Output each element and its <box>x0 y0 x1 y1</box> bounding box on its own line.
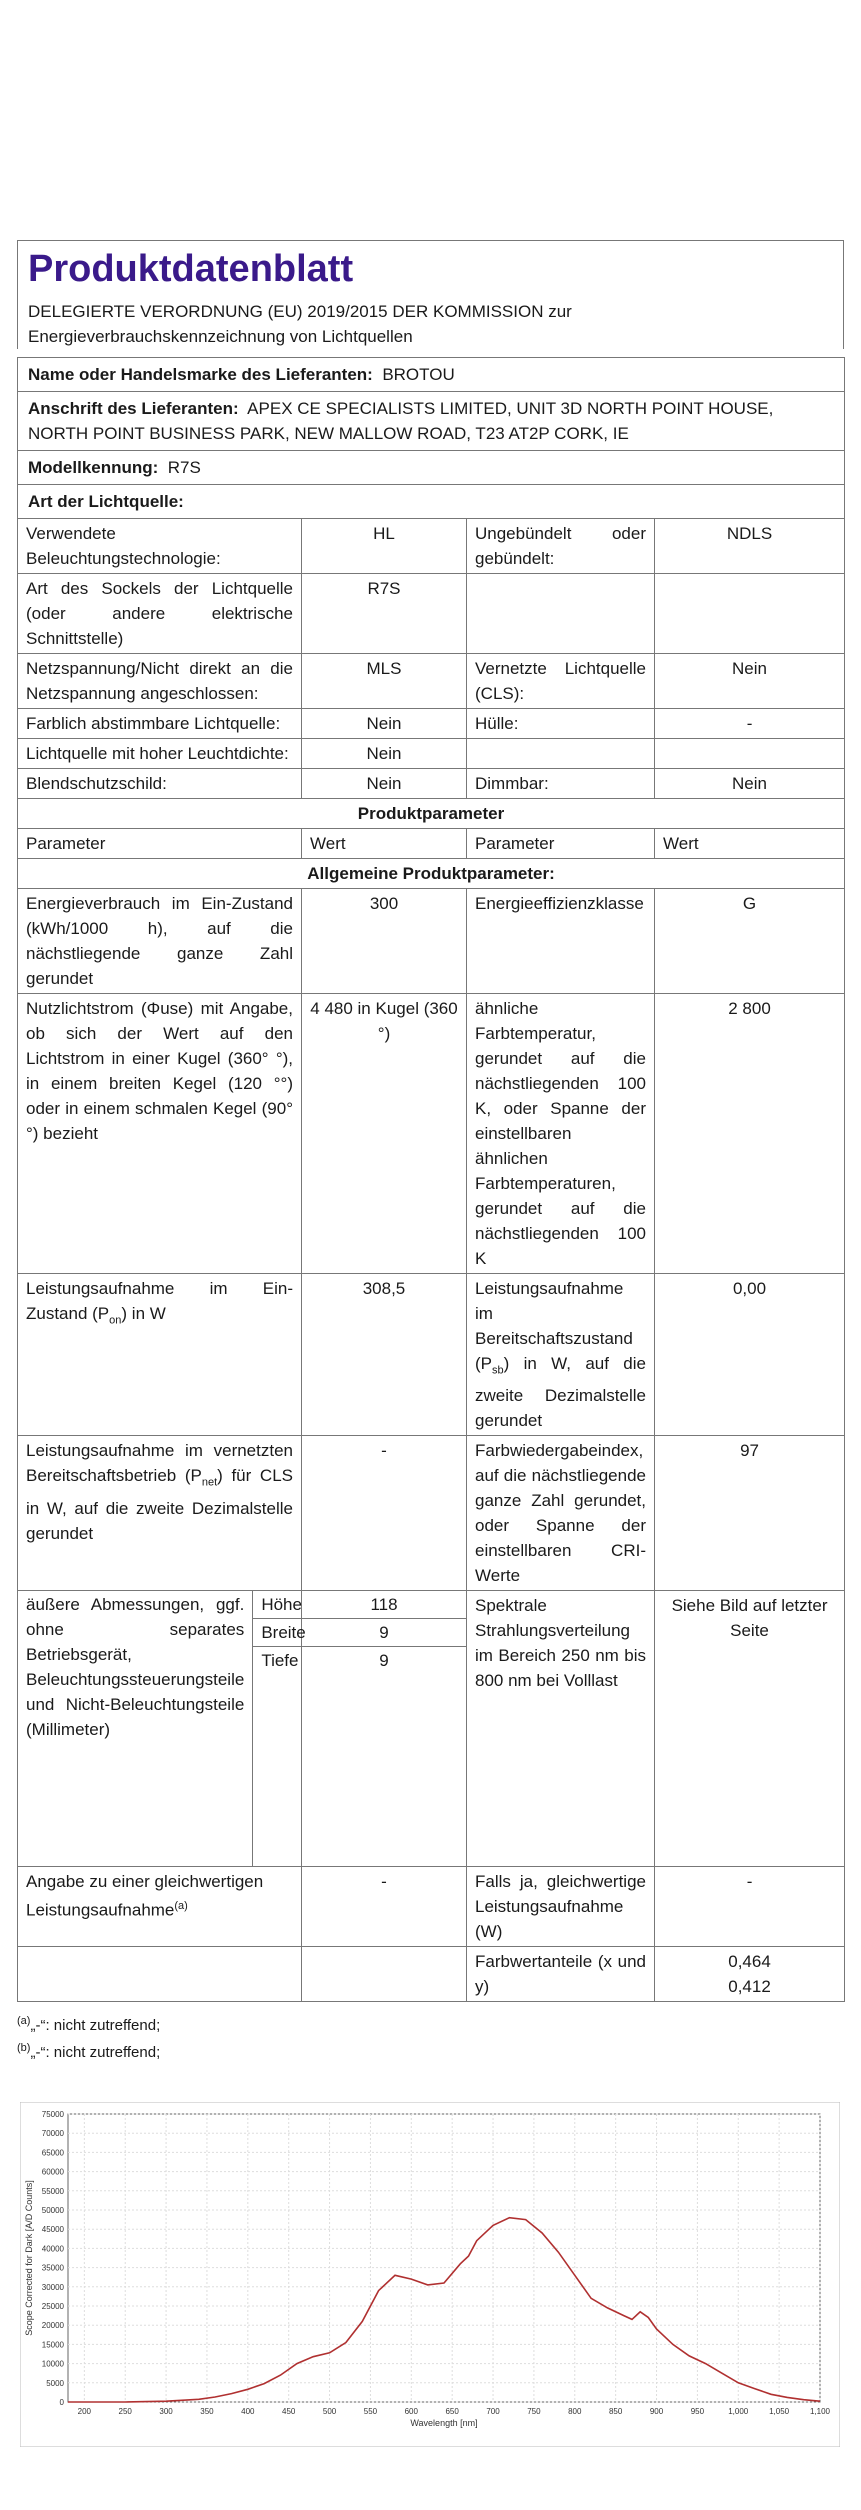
table-row <box>18 739 845 769</box>
value-cell: G <box>655 889 845 994</box>
col-header-value: Wert <box>302 829 467 859</box>
data-table <box>17 357 845 2002</box>
table-row <box>18 1274 845 1436</box>
table-row <box>18 1867 845 1947</box>
regulation-text: DELEGIERTE VERORDNUNG (EU) 2019/2015 DER KOMMISSION zur Energieverbrauchskennzeichnung von Lichtquellen <box>28 302 572 346</box>
supplier-name-row <box>18 358 845 392</box>
x-tick-label: 550 <box>363 2407 378 2416</box>
model-label: Modellkennung: <box>28 458 159 477</box>
x-tick-label: 500 <box>322 2407 337 2416</box>
value-cell: Nein <box>655 769 845 799</box>
param-cell: Spektrale Strahlungsverteilung im Bereich 250 nm bis 800 nm bei Volllast <box>467 1591 655 1867</box>
table-row <box>18 1591 845 1867</box>
value-cell: 0,00 <box>655 1274 845 1436</box>
param-text: ) in W, auf die zweite Dezimalstelle gerundet <box>475 1354 646 1431</box>
page-title: Produktdatenblatt <box>28 248 354 290</box>
general-params-heading: Allgemeine Produktparameter: <box>18 859 845 889</box>
light-type-heading: Art der Lichtquelle: <box>28 492 184 511</box>
x-axis-label: Wavelength [nm] <box>410 2418 478 2428</box>
value-cell: - <box>655 709 845 739</box>
y-tick-label: 30000 <box>41 2282 64 2292</box>
y-tick-label: 40000 <box>41 2244 64 2254</box>
value-cell: - <box>655 1867 845 1947</box>
dimensions-cell <box>18 1591 306 1867</box>
y-tick-label: 10000 <box>41 2359 64 2369</box>
value-cell <box>655 739 845 769</box>
dimensions-values-subtable <box>302 1591 466 1674</box>
value-cell: NDLS <box>655 519 845 574</box>
footnote-mark: (b) <box>17 2042 31 2055</box>
x-tick-label: 1,050 <box>769 2407 790 2416</box>
param-cell <box>18 1867 302 1947</box>
table-row <box>18 519 845 574</box>
y-tick-label: 50000 <box>41 2206 64 2215</box>
depth-value: 9 <box>379 1651 389 1671</box>
model-row <box>18 451 845 485</box>
x-tick-label: 250 <box>118 2407 132 2416</box>
param-cell <box>18 1274 302 1436</box>
footnote <box>17 2037 844 2064</box>
empty-cell <box>302 1947 467 2002</box>
param-cell <box>467 574 655 654</box>
value-cell: 4 480 in Kugel (360 °) <box>302 994 467 1274</box>
chroma-y: 0,412 <box>728 1977 771 1997</box>
x-tick-label: 650 <box>445 2407 459 2416</box>
light-type-heading-row <box>18 485 845 519</box>
x-tick-label: 600 <box>404 2407 418 2416</box>
param-cell: Farbwertanteile (x und y) <box>467 1947 655 2002</box>
value-cell: Nein <box>302 739 467 769</box>
dimensions-label: äußere Abmessungen, ggf. ohne separates Betriebsgerät, Beleuchtungssteuerungsteile und Nicht-Beleuchtungsteile (Millimeter) <box>18 1591 253 1866</box>
param-cell <box>467 1274 655 1436</box>
y-tick-label: 60000 <box>41 2167 64 2177</box>
value-cell: 308,5 <box>302 1274 467 1436</box>
empty-cell <box>18 1947 302 2002</box>
product-params-heading: Produktparameter <box>18 799 845 829</box>
value-cell: 2 800 <box>655 994 845 1274</box>
value-cell: HL <box>302 519 467 574</box>
supplier-name-label: Name oder Handelsmarke des Lieferanten: <box>28 365 373 384</box>
value-cell: R7S <box>302 574 467 654</box>
param-text: ) in W <box>121 1304 166 1323</box>
table-row <box>18 889 845 994</box>
spectrum-chart <box>20 2102 840 2447</box>
x-tick-label: 350 <box>200 2407 214 2416</box>
param-text: Leistungsaufnahme im Ein-Zustand (P <box>26 1279 293 1323</box>
x-tick-label: 850 <box>608 2407 623 2416</box>
y-tick-label: 75000 <box>41 2110 64 2119</box>
col-header-param: Parameter <box>18 829 302 859</box>
param-text: Leistungsaufnahme im vernetzten Bereitschaftsbetrieb (P <box>26 1441 293 1486</box>
value-cell <box>655 574 845 654</box>
dimensions-values-cell <box>302 1591 467 1867</box>
width-label: Breite <box>253 1619 314 1647</box>
width-value: 9 <box>302 1619 466 1647</box>
param-text: Leistungsaufnahme im Bereitschaftszustand (P <box>475 1279 633 1373</box>
param-text: ) für CLS in W, auf die zweite Dezimalstelle gerundet <box>26 1466 293 1543</box>
value-cell: Siehe Bild auf letzter Seite <box>655 1591 845 1867</box>
y-tick-label: 45000 <box>41 2225 64 2235</box>
x-tick-label: 700 <box>486 2407 500 2416</box>
height-value: 118 <box>302 1591 466 1619</box>
param-cell: Farbwiedergabeindex, auf die nächstliegende ganze Zahl gerundet, oder Spanne der einstellbaren CRI-Werte <box>467 1436 655 1591</box>
y-tick-label: 65000 <box>41 2148 64 2158</box>
param-subscript: on <box>109 1314 122 1327</box>
param-cell: Energieverbrauch im Ein-Zustand (kWh/1000 h), auf die nächstliegende ganze Zahl gerundet <box>18 889 302 994</box>
value-cell: - <box>302 1867 467 1947</box>
supplier-address-label: Anschrift des Lieferanten: <box>28 399 239 418</box>
x-tick-label: 200 <box>77 2407 92 2416</box>
y-tick-label: 25000 <box>41 2302 64 2311</box>
dimensions-subtable <box>18 1591 314 1866</box>
param-cell: Netzspannung/Nicht direkt an die Netzspannung angeschlossen: <box>18 654 302 709</box>
param-cell: Dimmbar: <box>467 769 655 799</box>
x-tick-label: 1,000 <box>728 2407 749 2416</box>
param-cell: Hülle: <box>467 709 655 739</box>
spectrum-chart-svg <box>20 2102 840 2447</box>
table-row <box>18 709 845 739</box>
param-cell: Falls ja, gleichwertige Leistungsaufnahme (W) <box>467 1867 655 1947</box>
param-text: Angabe zu einer gleichwertigen Leistungsaufnahme <box>26 1872 264 1921</box>
y-tick-label: 5000 <box>46 2378 64 2388</box>
x-tick-label: 400 <box>241 2407 255 2416</box>
footnotes <box>17 2010 844 2064</box>
param-cell <box>467 739 655 769</box>
x-tick-label: 950 <box>690 2407 705 2416</box>
col-header-value: Wert <box>655 829 845 859</box>
supplier-address-row <box>18 392 845 451</box>
y-tick-label: 20000 <box>41 2321 64 2331</box>
y-tick-label: 55000 <box>41 2186 64 2196</box>
title-block <box>17 240 844 349</box>
x-tick-label: 450 <box>282 2407 296 2416</box>
supplier-address-value: APEX CE SPECIALISTS LIMITED, UNIT 3D NORTH POINT HOUSE, NORTH POINT BUSINESS PARK, NEW MALLOW ROAD, T23 AT2P CORK, IE <box>28 399 774 443</box>
height-label: Höhe <box>253 1591 314 1619</box>
y-tick-label: 15000 <box>41 2340 64 2350</box>
param-cell: Blendschutzschild: <box>18 769 302 799</box>
param-cell: Nutzlichtstrom (Φuse) mit Angabe, ob sich der Wert auf den Lichtstrom in einer Kugel (360° °), in einem breiten Kegel (120 °°) oder in einem schmalen Kegel (90° °) bezieht <box>18 994 302 1274</box>
value-cell: Nein <box>302 769 467 799</box>
x-tick-label: 750 <box>527 2407 541 2416</box>
value-cell: MLS <box>302 654 467 709</box>
value-cell <box>655 1947 845 2002</box>
footnote-text: „-“: nicht zutreffend; <box>30 2017 161 2035</box>
param-cell: Ungebündelt oder gebündelt: <box>467 519 655 574</box>
param-cell: Vernetzte Lichtquelle (CLS): <box>467 654 655 709</box>
value-cell: - <box>302 1436 467 1591</box>
param-cell: Energieeffizienzklasse <box>467 889 655 994</box>
table-row <box>18 654 845 709</box>
y-axis-label: Scope Corrected for Dark [A/D Counts] <box>24 2180 34 2336</box>
table-row <box>18 1947 845 2002</box>
supplier-name-value: BROTOU <box>382 365 455 384</box>
param-cell: ähnliche Farbtemperatur, gerundet auf die nächstliegenden 100 K, oder Spanne der einstellbaren ähnlichen Farbtemperaturen, gerundet auf die nächstliegenden 100 K <box>467 994 655 1274</box>
y-tick-label: 0 <box>59 2398 64 2407</box>
y-tick-label: 70000 <box>41 2129 64 2139</box>
param-cell: Farblich abstimmbare Lichtquelle: <box>18 709 302 739</box>
table-row <box>18 1436 845 1591</box>
y-tick-label: 35000 <box>41 2263 64 2273</box>
param-cell: Lichtquelle mit hoher Leuchtdichte: <box>18 739 302 769</box>
column-header-row <box>18 829 845 859</box>
value-cell: Nein <box>655 654 845 709</box>
value-cell: 97 <box>655 1436 845 1591</box>
table-row <box>18 574 845 654</box>
x-tick-label: 800 <box>568 2407 582 2416</box>
footnote-text: „-“: nicht zutreffend; <box>30 2044 161 2062</box>
model-value: R7S <box>167 458 201 477</box>
col-header-param: Parameter <box>467 829 655 859</box>
param-subscript: net <box>201 1476 218 1489</box>
table-row <box>18 769 845 799</box>
param-cell: Art des Sockels der Lichtquelle (oder andere elektrische Schnittstelle) <box>18 574 302 654</box>
x-tick-label: 900 <box>649 2407 664 2416</box>
footnote <box>17 2010 844 2037</box>
depth-label: Tiefe <box>261 1651 299 1671</box>
value-cell: 300 <box>302 889 467 994</box>
param-cell <box>18 1436 302 1591</box>
x-tick-label: 300 <box>159 2407 173 2416</box>
chroma-x: 0,464 <box>728 1952 771 1972</box>
footnote-mark: (a) <box>17 2015 31 2028</box>
param-cell: Verwendete Beleuchtungstechnologie: <box>18 519 302 574</box>
table-row <box>18 994 845 1274</box>
value-cell: Nein <box>302 709 467 739</box>
product-data-sheet <box>17 240 844 2064</box>
footnote-mark: (a) <box>174 1900 188 1913</box>
plot-area <box>68 2114 820 2402</box>
x-tick-label: 1,100 <box>809 2407 831 2416</box>
param-subscript: sb <box>492 1364 504 1377</box>
